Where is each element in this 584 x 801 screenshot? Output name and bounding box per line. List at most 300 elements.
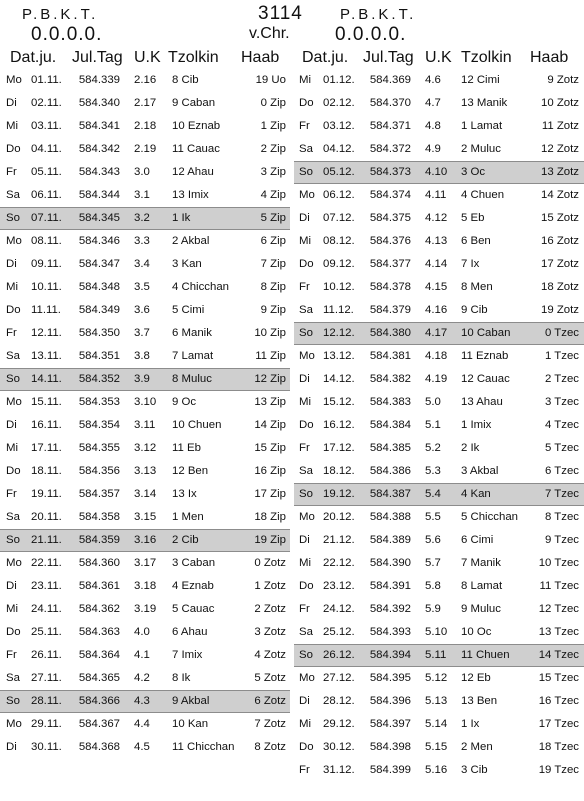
- date-cell: 07.12.: [323, 212, 355, 224]
- haab-cell: 1 Zip: [260, 120, 286, 132]
- julian-day-cell: 584.349: [78, 304, 120, 316]
- uk-cell: 4.10: [425, 166, 448, 178]
- tzolkin-cell: 13 Manik: [461, 97, 508, 109]
- date-cell: 17.12.: [323, 442, 355, 454]
- tzolkin-cell: 9 Muluc: [461, 603, 501, 615]
- tzolkin-cell: 5 Eb: [461, 212, 485, 224]
- uk-cell: 5.4: [425, 488, 441, 500]
- tzolkin-cell: 3 Kan: [172, 258, 202, 270]
- uk-cell: 3.8: [134, 350, 150, 362]
- haab-cell: 10 Tzec: [538, 557, 579, 569]
- weekday-cell: Di: [6, 258, 17, 270]
- table-row: [294, 598, 584, 621]
- weekday-cell: Mo: [6, 74, 22, 86]
- weekday-cell: Mo: [299, 350, 315, 362]
- uk-cell: 4.2: [134, 672, 150, 684]
- weekday-cell: Mo: [299, 511, 315, 523]
- haab-cell: 8 Zotz: [254, 741, 286, 753]
- table-row: [0, 138, 290, 161]
- col-header-date: Dat.ju.: [10, 49, 57, 66]
- haab-cell: 19 Uo: [255, 74, 286, 86]
- julian-day-cell: 584.373: [369, 166, 411, 178]
- date-cell: 05.12.: [323, 166, 355, 178]
- julian-day-cell: 584.368: [78, 741, 120, 753]
- uk-cell: 4.5: [134, 741, 150, 753]
- date-cell: 04.11.: [31, 143, 62, 155]
- date-cell: 09.11.: [31, 258, 62, 270]
- date-cell: 01.12.: [323, 74, 355, 86]
- date-cell: 26.11.: [31, 649, 62, 661]
- table-row: [0, 598, 290, 621]
- col-header-tzolkin: Tzolkin: [168, 49, 219, 66]
- date-cell: 13.11.: [31, 350, 62, 362]
- haab-cell: 3 Zotz: [254, 626, 286, 638]
- uk-cell: 3.13: [134, 465, 157, 477]
- tzolkin-cell: 6 Cimi: [461, 534, 494, 546]
- uk-cell: 3.14: [134, 488, 157, 500]
- date-cell: 22.12.: [323, 557, 355, 569]
- table-row: [294, 299, 584, 322]
- col-header-uk: U.K: [134, 49, 161, 66]
- haab-cell: 5 Zip: [260, 212, 286, 224]
- date-cell: 25.12.: [323, 626, 355, 638]
- weekday-cell: So: [299, 488, 313, 500]
- tzolkin-cell: 5 Chicchan: [461, 511, 518, 523]
- tzolkin-cell: 1 Imix: [461, 419, 492, 431]
- haab-cell: 19 Tzec: [538, 764, 579, 776]
- julian-day-cell: 584.392: [369, 603, 411, 615]
- table-row: [294, 276, 584, 299]
- julian-day-cell: 584.357: [78, 488, 120, 500]
- julian-day-cell: 584.346: [78, 235, 120, 247]
- date-cell: 11.11.: [31, 304, 61, 316]
- tzolkin-cell: 5 Cimi: [172, 304, 205, 316]
- julian-day-cell: 584.393: [369, 626, 411, 638]
- table-row: [0, 529, 290, 552]
- weekday-cell: So: [299, 166, 313, 178]
- julian-day-cell: 584.353: [78, 396, 120, 408]
- table-row: [0, 161, 290, 184]
- weekday-cell: Di: [299, 695, 310, 707]
- table-row: [0, 736, 290, 759]
- haab-cell: 14 Zotz: [541, 189, 579, 201]
- tzolkin-cell: 3 Caban: [172, 557, 216, 569]
- uk-cell: 4.14: [425, 258, 448, 270]
- date-cell: 15.11.: [31, 396, 62, 408]
- julian-day-cell: 584.364: [78, 649, 120, 661]
- julian-day-cell: 584.369: [369, 74, 411, 86]
- uk-cell: 3.5: [134, 281, 150, 293]
- date-cell: 26.12.: [323, 649, 355, 661]
- tzolkin-cell: 10 Chuen: [172, 419, 222, 431]
- julian-day-cell: 584.372: [369, 143, 411, 155]
- table-row: [294, 253, 584, 276]
- julian-day-cell: 584.386: [369, 465, 411, 477]
- haab-cell: 7 Zotz: [254, 718, 286, 730]
- table-row: [294, 345, 584, 368]
- weekday-cell: Fr: [6, 488, 17, 500]
- uk-cell: 4.19: [425, 373, 448, 385]
- col-header-date: Dat.ju.: [302, 49, 349, 66]
- weekday-cell: Sa: [299, 626, 313, 638]
- uk-cell: 4.12: [425, 212, 448, 224]
- table-row: [294, 713, 584, 736]
- date-cell: 27.11.: [31, 672, 62, 684]
- haab-cell: 0 Zotz: [254, 557, 286, 569]
- date-cell: 21.11.: [31, 534, 62, 546]
- weekday-cell: Mi: [6, 281, 19, 293]
- weekday-cell: Di: [6, 97, 17, 109]
- uk-cell: 5.5: [425, 511, 441, 523]
- table-row: [294, 414, 584, 437]
- date-cell: 25.11.: [31, 626, 62, 638]
- julian-day-cell: 584.389: [369, 534, 411, 546]
- date-cell: 14.12.: [323, 373, 355, 385]
- date-cell: 30.12.: [323, 741, 355, 753]
- julian-day-cell: 584.344: [78, 189, 120, 201]
- haab-cell: 12 Zip: [254, 373, 286, 385]
- table-row: [294, 506, 584, 529]
- julian-day-cell: 584.375: [369, 212, 411, 224]
- date-cell: 27.12.: [323, 672, 355, 684]
- haab-cell: 9 Zotz: [547, 74, 579, 86]
- tzolkin-cell: 3 Akbal: [461, 465, 499, 477]
- table-row: [294, 690, 584, 713]
- weekday-cell: Do: [299, 580, 314, 592]
- julian-day-cell: 584.397: [369, 718, 411, 730]
- weekday-cell: Fr: [299, 603, 310, 615]
- col-header-julday: Jul.Tag: [72, 49, 123, 66]
- date-cell: 01.11.: [31, 74, 62, 86]
- table-row: [294, 437, 584, 460]
- date-cell: 04.12.: [323, 143, 355, 155]
- table-row: [0, 322, 290, 345]
- date-cell: 31.12.: [323, 764, 355, 776]
- julian-day-cell: 584.382: [369, 373, 411, 385]
- uk-cell: 3.7: [134, 327, 150, 339]
- haab-cell: 8 Tzec: [545, 511, 579, 523]
- tzolkin-cell: 9 Akbal: [172, 695, 210, 707]
- julian-day-cell: 584.350: [78, 327, 120, 339]
- table-row: [294, 184, 584, 207]
- tzolkin-cell: 11 Eb: [172, 442, 201, 454]
- julian-day-cell: 584.374: [369, 189, 411, 201]
- julian-day-cell: 584.355: [78, 442, 120, 454]
- weekday-cell: So: [299, 327, 313, 339]
- date-cell: 29.11.: [31, 718, 62, 730]
- tzolkin-cell: 13 Ahau: [461, 396, 503, 408]
- table-row: [294, 69, 584, 92]
- table-row: [0, 575, 290, 598]
- tzolkin-cell: 10 Eznab: [172, 120, 221, 132]
- tzolkin-cell: 5 Cauac: [172, 603, 215, 615]
- table-row: [294, 322, 584, 345]
- weekday-cell: Mi: [299, 74, 312, 86]
- weekday-cell: So: [6, 534, 20, 546]
- haab-cell: 5 Tzec: [545, 442, 579, 454]
- haab-cell: 3 Tzec: [545, 396, 579, 408]
- tzolkin-cell: 4 Chicchan: [172, 281, 229, 293]
- table-row: [0, 92, 290, 115]
- right-pbkt-label: P.B.K.T.: [340, 6, 417, 23]
- weekday-cell: So: [6, 373, 20, 385]
- haab-cell: 4 Zip: [260, 189, 286, 201]
- julian-day-cell: 584.384: [369, 419, 411, 431]
- julian-day-cell: 584.398: [369, 741, 411, 753]
- uk-cell: 5.13: [425, 695, 448, 707]
- table-row: [0, 713, 290, 736]
- uk-cell: 5.11: [425, 649, 447, 661]
- tzolkin-cell: 12 Eb: [461, 672, 491, 684]
- julian-day-cell: 584.377: [369, 258, 411, 270]
- haab-cell: 15 Zip: [254, 442, 286, 454]
- table-row: [294, 115, 584, 138]
- table-row: [294, 575, 584, 598]
- tzolkin-cell: 3 Cib: [461, 764, 488, 776]
- weekday-cell: Mo: [6, 718, 22, 730]
- left-pbkt-value: 0.0.0.0.: [31, 24, 103, 45]
- date-cell: 12.11.: [31, 327, 62, 339]
- col-header-haab: Haab: [241, 49, 280, 66]
- uk-cell: 3.12: [134, 442, 157, 454]
- julian-day-cell: 584.390: [369, 557, 411, 569]
- weekday-cell: Mo: [6, 396, 22, 408]
- uk-cell: 3.17: [134, 557, 157, 569]
- date-cell: 16.11.: [31, 419, 62, 431]
- date-cell: 02.12.: [323, 97, 355, 109]
- haab-cell: 0 Zip: [260, 97, 286, 109]
- haab-cell: 6 Tzec: [545, 465, 579, 477]
- haab-cell: 18 Zip: [254, 511, 286, 523]
- uk-cell: 4.4: [134, 718, 150, 730]
- uk-cell: 3.0: [134, 166, 150, 178]
- table-row: [0, 276, 290, 299]
- table-row: [0, 115, 290, 138]
- weekday-cell: Do: [299, 258, 314, 270]
- table-row: [294, 230, 584, 253]
- uk-cell: 4.7: [425, 97, 441, 109]
- haab-cell: 12 Tzec: [538, 603, 579, 615]
- tzolkin-cell: 12 Cimi: [461, 74, 500, 86]
- date-cell: 13.12.: [323, 350, 355, 362]
- date-cell: 20.12.: [323, 511, 355, 523]
- julian-day-cell: 584.347: [78, 258, 120, 270]
- table-row: [0, 460, 290, 483]
- haab-cell: 11 Zip: [255, 350, 286, 362]
- table-row: [294, 552, 584, 575]
- julian-day-cell: 584.381: [369, 350, 411, 362]
- uk-cell: 3.1: [134, 189, 150, 201]
- haab-cell: 17 Zip: [254, 488, 286, 500]
- julian-day-cell: 584.360: [78, 557, 120, 569]
- tzolkin-cell: 10 Kan: [172, 718, 209, 730]
- tzolkin-cell: 12 Ahau: [172, 166, 214, 178]
- date-cell: 06.11.: [31, 189, 62, 201]
- haab-cell: 6 Zotz: [254, 695, 286, 707]
- uk-cell: 5.10: [425, 626, 448, 638]
- haab-cell: 16 Zip: [254, 465, 286, 477]
- date-cell: 14.11.: [31, 373, 62, 385]
- haab-cell: 15 Zotz: [541, 212, 579, 224]
- haab-cell: 18 Zotz: [541, 281, 579, 293]
- haab-cell: 11 Tzec: [539, 580, 579, 592]
- julian-day-cell: 584.391: [369, 580, 411, 592]
- table-row: [294, 92, 584, 115]
- date-cell: 21.12.: [323, 534, 355, 546]
- date-cell: 28.11.: [31, 695, 62, 707]
- weekday-cell: Fr: [6, 649, 17, 661]
- tzolkin-cell: 1 Lamat: [461, 120, 503, 132]
- julian-day-cell: 584.394: [369, 649, 411, 661]
- weekday-cell: Mo: [299, 672, 315, 684]
- uk-cell: 2.17: [134, 97, 157, 109]
- julian-day-cell: 584.387: [369, 488, 411, 500]
- weekday-cell: Di: [299, 373, 310, 385]
- date-cell: 07.11.: [31, 212, 62, 224]
- uk-cell: 2.16: [134, 74, 157, 86]
- weekday-cell: So: [299, 649, 313, 661]
- julian-day-cell: 584.358: [78, 511, 120, 523]
- weekday-cell: Do: [6, 626, 21, 638]
- tzolkin-cell: 13 Ben: [461, 695, 498, 707]
- julian-day-cell: 584.376: [369, 235, 411, 247]
- weekday-cell: So: [6, 695, 20, 707]
- tzolkin-cell: 6 Ahau: [172, 626, 208, 638]
- tzolkin-cell: 8 Cib: [172, 74, 199, 86]
- haab-cell: 16 Zotz: [541, 235, 579, 247]
- table-row: [0, 414, 290, 437]
- uk-cell: 3.3: [134, 235, 150, 247]
- uk-cell: 4.8: [425, 120, 441, 132]
- weekday-cell: Do: [299, 97, 314, 109]
- date-cell: 15.12.: [323, 396, 355, 408]
- col-header-tzolkin: Tzolkin: [461, 49, 512, 66]
- julian-day-cell: 584.371: [369, 120, 411, 132]
- uk-cell: 4.15: [425, 281, 448, 293]
- julian-day-cell: 584.354: [78, 419, 120, 431]
- julian-day-cell: 584.367: [78, 718, 120, 730]
- weekday-cell: Fr: [299, 281, 310, 293]
- date-cell: 17.11.: [31, 442, 62, 454]
- haab-cell: 19 Zip: [254, 534, 286, 546]
- haab-cell: 4 Tzec: [545, 419, 579, 431]
- uk-cell: 3.11: [134, 419, 156, 431]
- uk-cell: 3.4: [134, 258, 150, 270]
- uk-cell: 2.19: [134, 143, 157, 155]
- tzolkin-cell: 1 Ix: [461, 718, 480, 730]
- date-cell: 09.12.: [323, 258, 355, 270]
- date-cell: 28.12.: [323, 695, 355, 707]
- tzolkin-cell: 7 Imix: [172, 649, 203, 661]
- weekday-cell: Mi: [299, 235, 312, 247]
- weekday-cell: Fr: [299, 764, 310, 776]
- weekday-cell: Do: [299, 419, 314, 431]
- weekday-cell: Mi: [299, 396, 312, 408]
- november-column: [0, 69, 290, 759]
- uk-cell: 5.12: [425, 672, 448, 684]
- haab-cell: 5 Zotz: [254, 672, 286, 684]
- tzolkin-cell: 3 Oc: [461, 166, 486, 178]
- table-row: [0, 299, 290, 322]
- tzolkin-cell: 10 Oc: [461, 626, 492, 638]
- table-row: [0, 483, 290, 506]
- weekday-cell: Mo: [299, 189, 315, 201]
- uk-cell: 4.11: [425, 189, 447, 201]
- tzolkin-cell: 2 Cib: [172, 534, 199, 546]
- haab-cell: 7 Tzec: [545, 488, 579, 500]
- julian-day-cell: 584.348: [78, 281, 120, 293]
- weekday-cell: Do: [6, 143, 21, 155]
- table-row: [294, 483, 584, 506]
- uk-cell: 5.9: [425, 603, 441, 615]
- julian-day-cell: 584.396: [369, 695, 411, 707]
- date-cell: 24.12.: [323, 603, 355, 615]
- date-cell: 24.11.: [31, 603, 62, 615]
- uk-cell: 5.8: [425, 580, 441, 592]
- tzolkin-cell: 11 Eznab: [461, 350, 509, 362]
- table-row: [294, 667, 584, 690]
- tzolkin-cell: 9 Oc: [172, 396, 197, 408]
- uk-cell: 4.18: [425, 350, 448, 362]
- right-pbkt-value: 0.0.0.0.: [335, 24, 407, 45]
- julian-day-cell: 584.388: [369, 511, 411, 523]
- uk-cell: 5.6: [425, 534, 441, 546]
- julian-day-cell: 584.366: [78, 695, 120, 707]
- table-row: [0, 69, 290, 92]
- haab-cell: 19 Zotz: [541, 304, 579, 316]
- date-cell: 18.11.: [31, 465, 62, 477]
- date-cell: 16.12.: [323, 419, 355, 431]
- haab-cell: 16 Tzec: [538, 695, 579, 707]
- table-row: [294, 138, 584, 161]
- haab-cell: 9 Tzec: [545, 534, 579, 546]
- uk-cell: 3.10: [134, 396, 157, 408]
- col-header-haab: Haab: [530, 49, 569, 66]
- weekday-cell: Sa: [299, 465, 313, 477]
- uk-cell: 5.15: [425, 741, 448, 753]
- tzolkin-cell: 7 Manik: [461, 557, 501, 569]
- weekday-cell: Mi: [299, 557, 312, 569]
- uk-cell: 3.6: [134, 304, 150, 316]
- julian-day-cell: 584.356: [78, 465, 120, 477]
- weekday-cell: Fr: [6, 166, 17, 178]
- table-row: [294, 161, 584, 184]
- tzolkin-cell: 4 Eznab: [172, 580, 214, 592]
- date-cell: 30.11.: [31, 741, 62, 753]
- table-row: [0, 391, 290, 414]
- uk-cell: 4.1: [134, 649, 150, 661]
- table-row: [0, 345, 290, 368]
- uk-cell: 5.3: [425, 465, 441, 477]
- date-cell: 11.12.: [323, 304, 354, 316]
- table-row: [0, 184, 290, 207]
- table-row: [294, 391, 584, 414]
- table-row: [294, 644, 584, 667]
- weekday-cell: Sa: [299, 143, 313, 155]
- tzolkin-cell: 8 Muluc: [172, 373, 212, 385]
- tzolkin-cell: 8 Men: [461, 281, 493, 293]
- weekday-cell: Mi: [299, 718, 312, 730]
- table-row: [0, 230, 290, 253]
- julian-day-cell: 584.378: [369, 281, 411, 293]
- julian-day-cell: 584.343: [78, 166, 120, 178]
- tzolkin-cell: 2 Muluc: [461, 143, 501, 155]
- weekday-cell: Di: [299, 212, 310, 224]
- tzolkin-cell: 9 Caban: [172, 97, 216, 109]
- julian-day-cell: 584.361: [78, 580, 120, 592]
- table-row: [0, 667, 290, 690]
- date-cell: 10.11.: [31, 281, 62, 293]
